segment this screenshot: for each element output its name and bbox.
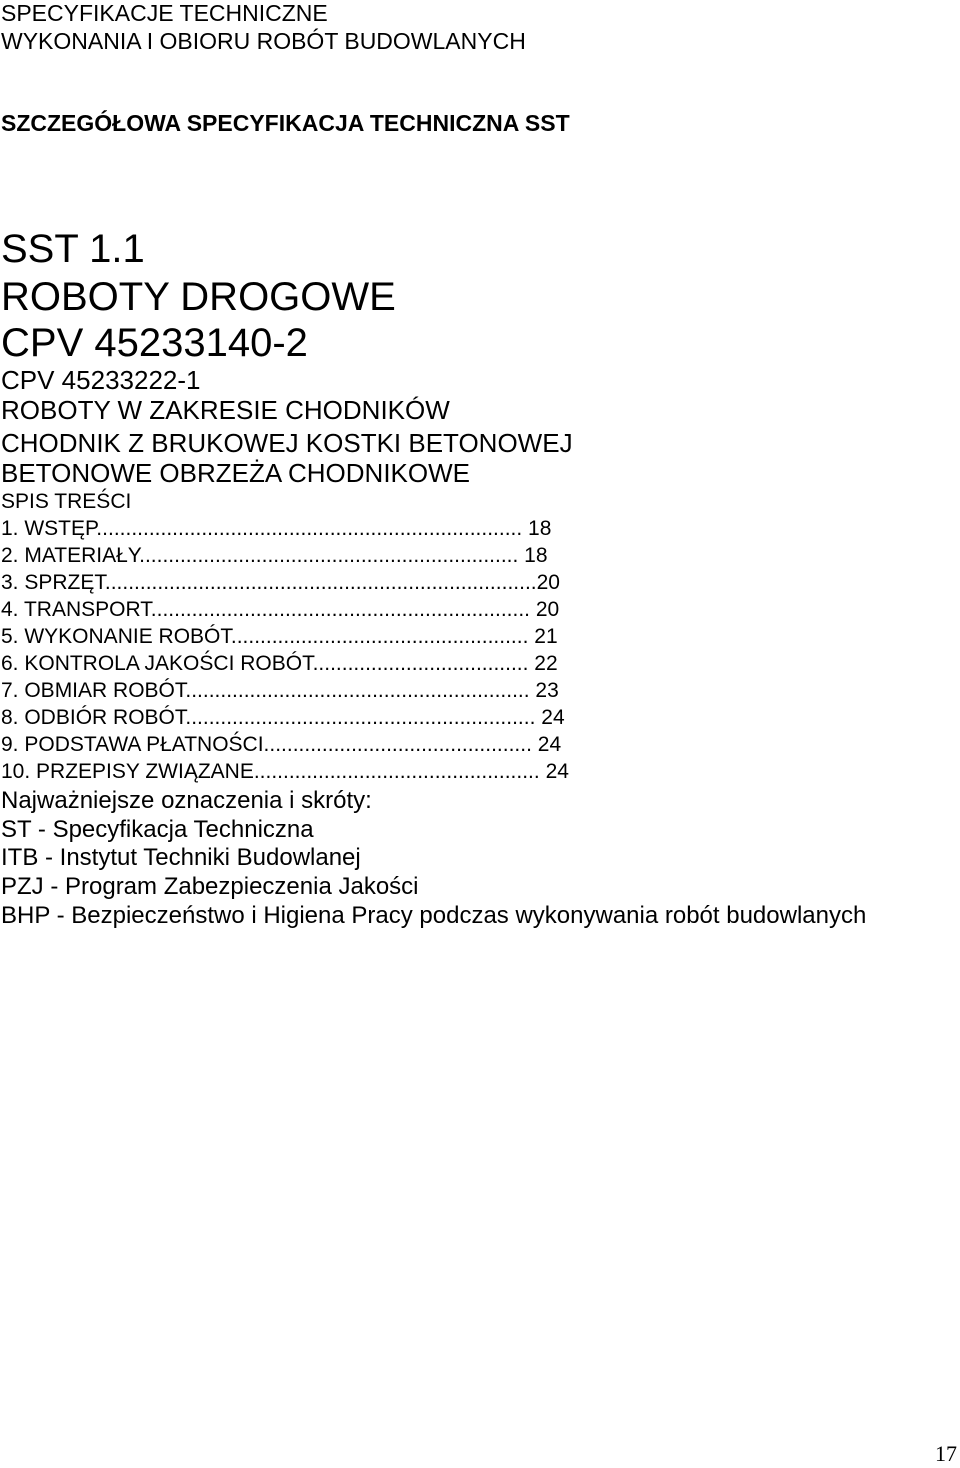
toc-entry[interactable]: 8. ODBIÓR ROBÓT............................................................ 24 [1,706,565,729]
document-header-line-2: WYKONANIA I OBIORU ROBÓT BUDOWLANYCH [1,28,526,54]
scope-heading: ROBOTY W ZAKRESIE CHODNIKÓW [1,395,450,425]
toc-entry[interactable]: 3. SPRZĘT..........................................................................20 [1,571,560,594]
page-number: 17 [935,1441,957,1466]
abbreviations-heading: Najważniejsze oznaczenia i skróty: [1,787,372,814]
toc-entry[interactable]: 4. TRANSPORT................................................................. 20 [1,598,560,621]
table-of-contents [1,519,569,789]
abbreviation-item: ST - Specyfikacja Techniczna [1,816,314,843]
abbreviation-item: PZJ - Program Zabezpieczenia Jakości [1,873,419,900]
abbreviation-item: ITB - Instytut Techniki Budowlanej [1,844,361,871]
document-header-line-1: SPECYFIKACJE TECHNICZNE [1,0,328,26]
toc-heading: SPIS TREŚCI [1,490,132,513]
toc-entry[interactable]: 1. WSTĘP......................................................................... 18 [1,517,552,540]
cpv-code-secondary: CPV 45233222-1 [1,365,201,395]
scope-item-1: CHODNIK Z BRUKOWEJ KOSTKI BETONOWEJ [1,428,573,458]
cpv-code-primary: CPV 45233140-2 [1,321,308,365]
section-name-title: ROBOTY DROGOWE [1,275,396,319]
toc-entry[interactable]: 2. MATERIAŁY................................................................. 18 [1,544,548,567]
scope-item-2: BETONOWE OBRZEŻA CHODNIKOWE [1,458,471,488]
toc-entry[interactable]: 6. KONTROLA JAKOŚCI ROBÓT..................................... 22 [1,652,558,675]
specification-subtitle: SZCZEGÓŁOWA SPECYFIKACJA TECHNICZNA SST [1,110,570,136]
abbreviation-item: BHP - Bezpieczeństwo i Higiena Pracy podczas wykonywania robót budowlanych [1,902,867,929]
toc-entry[interactable]: 10. PRZEPISY ZWIĄZANE................................................. 24 [1,760,569,783]
sst-code-title: SST 1.1 [1,227,145,271]
toc-entry[interactable]: 5. WYKONANIE ROBÓT................................................... 21 [1,625,558,648]
toc-entry[interactable]: 9. PODSTAWA PŁATNOŚCI.............................................. 24 [1,733,562,756]
toc-entry[interactable]: 7. OBMIAR ROBÓT........................................................... 23 [1,679,559,702]
